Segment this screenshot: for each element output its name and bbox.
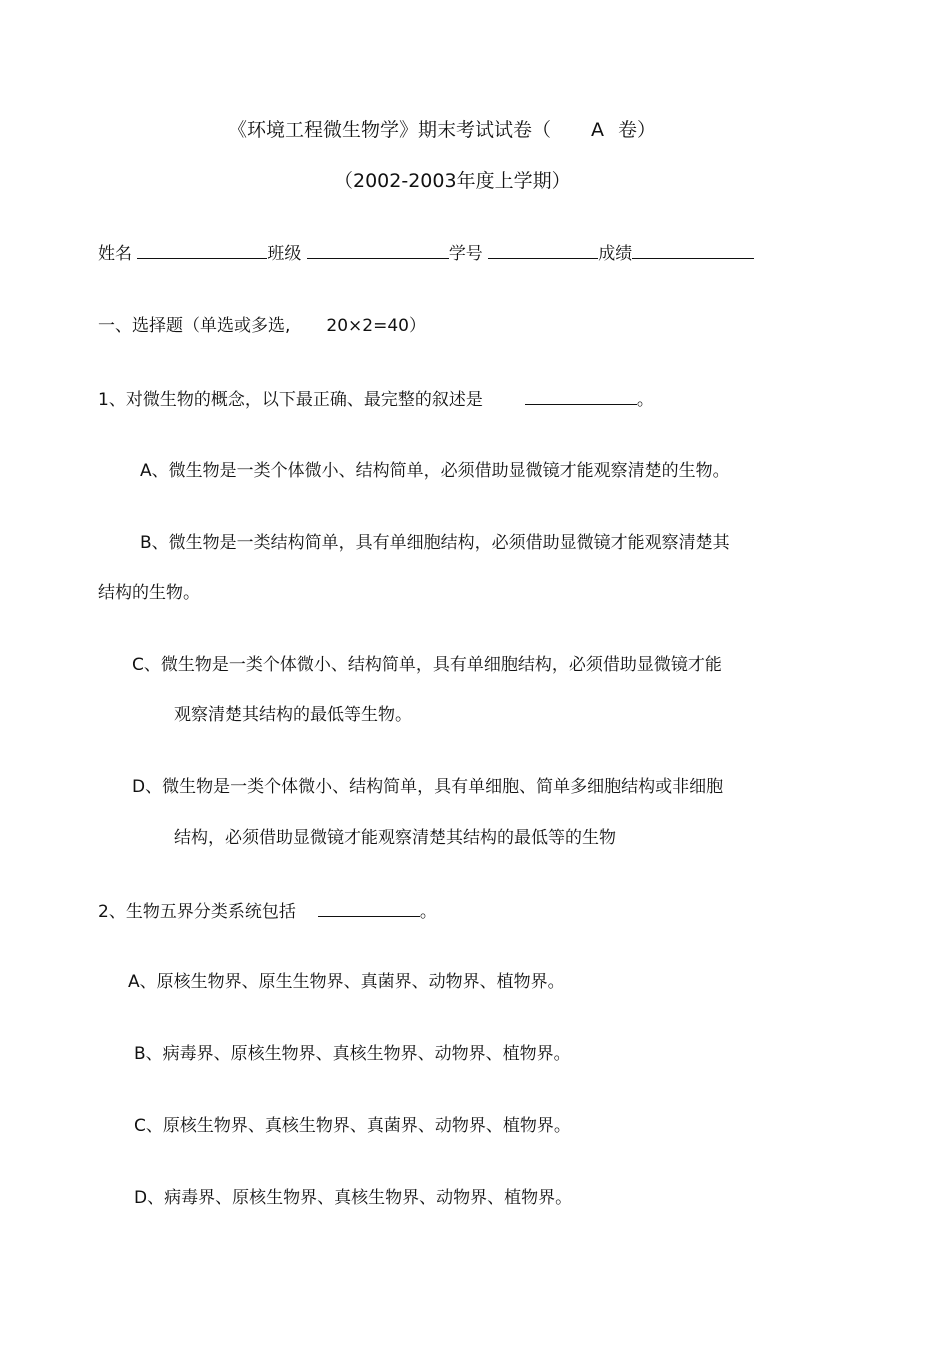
student-id-label: 学号 xyxy=(448,244,483,264)
question-2-option-d: D、病毒界、原核生物界、真核生物界、动物界、植物界。 xyxy=(134,1188,573,1208)
student-id-blank[interactable] xyxy=(488,240,598,259)
class-blank[interactable] xyxy=(307,240,449,259)
exam-title-end: 卷） xyxy=(618,119,657,141)
question-1-stem xyxy=(98,386,654,412)
question-2-option-c: C、原核生物界、真核生物界、真菌界、动物界、植物界。 xyxy=(134,1116,571,1136)
question-1-text: 1、对微生物的概念，以下最正确、最完整的叙述是 xyxy=(98,390,483,410)
question-1-option-c-line1: C、微生物是一类个体微小、结构简单，具有单细胞结构，必须借助显微镜才能 xyxy=(132,655,722,675)
question-1-option-c-line2: 观察清楚其结构的最低等生物。 xyxy=(174,705,412,725)
question-2-end: 。 xyxy=(419,902,437,922)
score-blank[interactable] xyxy=(632,240,754,259)
section-heading xyxy=(98,314,426,338)
question-1-option-d-line2: 结构，必须借助显微镜才能观察清楚其结构的最低等的生物 xyxy=(174,828,616,848)
section-points: 20×2=40） xyxy=(326,316,426,336)
question-1-option-d-line1: D、微生物是一类个体微小、结构简单，具有单细胞、简单多细胞结构或非细胞 xyxy=(132,777,724,797)
question-1-end: 。 xyxy=(636,390,654,410)
question-2-blank[interactable] xyxy=(318,898,420,917)
question-1-option-a: A、微生物是一类个体微小、结构简单，必须借助显微镜才能观察清楚的生物。 xyxy=(140,461,730,481)
score-label: 成绩 xyxy=(598,244,633,264)
class-label: 班级 xyxy=(267,244,302,264)
question-1-option-b-line2: 结构的生物。 xyxy=(98,583,200,603)
name-label: 姓名 xyxy=(98,244,132,264)
exam-subtitle: （2002-2003年度上学期） xyxy=(334,170,571,192)
question-2-stem xyxy=(98,898,437,924)
question-1-option-b-line1: B、微生物是一类结构简单，具有单细胞结构，必须借助显微镜才能观察清楚其 xyxy=(140,533,730,553)
question-2-text: 2、生物五界分类系统包括 xyxy=(98,902,296,922)
student-info-row xyxy=(98,240,754,266)
question-2-option-b: B、病毒界、原核生物界、真核生物界、动物界、植物界。 xyxy=(134,1044,571,1064)
exam-title xyxy=(228,118,656,142)
name-blank[interactable] xyxy=(137,240,267,259)
question-1-blank[interactable] xyxy=(525,386,637,405)
exam-paper-letter: A xyxy=(591,119,605,141)
section-title: 一、选择题（单选或多选, xyxy=(98,316,291,336)
question-2-option-a: A、原核生物界、原生生物界、真菌界、动物界、植物界。 xyxy=(128,972,565,992)
exam-title-main: 《环境工程微生物学》期末考试试卷（ xyxy=(228,119,552,141)
